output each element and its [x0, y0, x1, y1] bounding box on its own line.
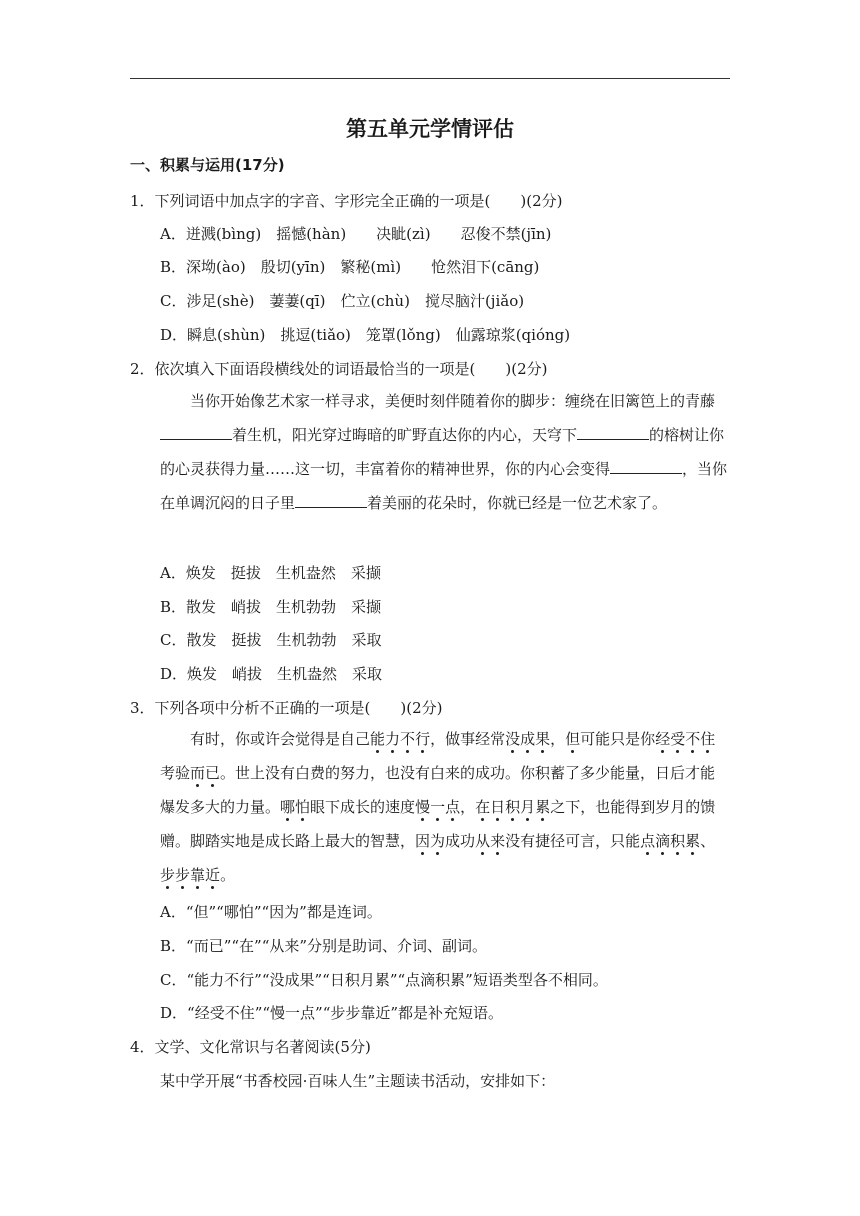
q3-text: 。世上没有白费的努力，也没有白来的成功。你积蓄了多少能量，日后才能爆发多大的力量。 — [160, 764, 716, 816]
emphasis-char: 果 — [535, 730, 551, 748]
emphasis-char: 近 — [205, 866, 221, 884]
dotted-phrase — [415, 832, 445, 850]
q3-text: 没有捷径可言，只能 — [505, 832, 641, 850]
q3-text: 之下，也能得到岁月的馈赠。脚踏实地是成长路上最大的智慧， — [160, 798, 716, 850]
q3-text: ， — [550, 730, 566, 748]
q2-passage-text: 着生机，阳光穿过晦暗的旷野直达你的内心，天穹下 — [232, 426, 578, 444]
q2-passage — [160, 384, 730, 520]
blank-2 — [577, 425, 649, 440]
emphasis-char: 滴 — [655, 832, 671, 850]
emphasis-char: 不 — [685, 730, 701, 748]
dotted-phrase — [190, 764, 220, 782]
emphasis-char: 不 — [400, 730, 416, 748]
q4-stem: 4．文学、文化常识与名著阅读(5分) — [130, 1038, 371, 1056]
emphasis-char: 住 — [700, 730, 716, 748]
q3-stem: 3．下列各项中分析不正确的一项是( )(2分) — [130, 699, 443, 717]
emphasis-char: 步 — [175, 866, 191, 884]
emphasis-char: 在 — [475, 798, 491, 816]
emphasis-char: 积 — [505, 798, 521, 816]
q2-passage-text: ，当你在单调沉闷的日子里 — [160, 460, 728, 512]
emphasis-char: 怕 — [295, 798, 311, 816]
emphasis-char: 步 — [160, 866, 176, 884]
q3-text: 、 — [700, 832, 716, 850]
q4-intro: 某中学开展“书香校园·百味人生”主题读书活动，安排如下： — [160, 1072, 556, 1090]
q1-stem: 1．下列词语中加点字的字音、字形完全正确的一项是( )(2分) — [130, 192, 563, 210]
q3-passage — [160, 722, 730, 892]
emphasis-char: 已 — [205, 764, 221, 782]
emphasis-char: 哪 — [280, 798, 296, 816]
q1-option-a: A．迸溅(bìng) 摇憾(hàn) 决眦(zì) 忍俊不禁(jīn) — [160, 225, 552, 243]
emphasis-char: 慢 — [415, 798, 431, 816]
q3-option-c: C．“能力不行”“没成果”“日积月累”“点滴积累”短语类型各不相同。 — [160, 971, 608, 989]
emphasis-char: 累 — [685, 832, 701, 850]
emphasis-char: 因 — [415, 832, 431, 850]
emphasis-char: 点 — [445, 798, 461, 816]
emphasis-char: 来 — [490, 832, 506, 850]
q3-text: 考验 — [160, 764, 191, 782]
q3-text: 。 — [220, 866, 236, 884]
dotted-phrase — [565, 730, 580, 748]
emphasis-char: 经 — [655, 730, 671, 748]
blank-1 — [160, 425, 232, 440]
q3-option-a: A．“但”“哪怕”“因为”都是连词。 — [160, 903, 382, 921]
header-rule — [130, 78, 730, 79]
dotted-phrase — [475, 832, 505, 850]
q2-stem: 2．依次填入下面语段横线处的词语最恰当的一项是( )(2分) — [130, 360, 548, 378]
blank-3 — [610, 459, 682, 474]
q3-text: 有时，你或许会觉得是自己 — [190, 730, 371, 748]
q2-passage-text: 的榕树让你的心灵获得力量……这一切，丰富着你的精神世界，你的内心会变得 — [160, 426, 725, 478]
blank-4 — [295, 493, 367, 508]
emphasis-char: 点 — [640, 832, 656, 850]
emphasis-char: 月 — [520, 798, 536, 816]
page-title: 第五单元学情评估 — [346, 117, 514, 141]
q2-option-d: D．焕发 峭拔 生机盎然 采取 — [160, 665, 383, 683]
dotted-phrase — [415, 798, 460, 816]
dotted-phrase — [505, 730, 550, 748]
q2-option-a: A．焕发 挺拔 生机盎然 采撷 — [160, 564, 381, 582]
emphasis-char: 力 — [385, 730, 401, 748]
q3-option-d: D．“经受不住”“慢一点”“步步靠近”都是补充短语。 — [160, 1004, 504, 1022]
emphasis-char: 而 — [190, 764, 206, 782]
dotted-phrase — [160, 866, 220, 884]
q1-option-c: C．涉足(shè) 萋萋(qī) 伫立(chù) 搅尽脑汁(jiǎo) — [160, 292, 525, 310]
emphasis-char: 没 — [505, 730, 521, 748]
dotted-phrase — [475, 798, 490, 816]
emphasis-char: 受 — [670, 730, 686, 748]
emphasis-char: 一 — [430, 798, 446, 816]
q3-text: 成功 — [445, 832, 476, 850]
emphasis-char: 累 — [535, 798, 551, 816]
q2-passage-text: 当你开始像艺术家一样寻求，美便时刻伴随着你的脚步：缠绕在旧篱笆上的青藤 — [190, 392, 716, 410]
emphasis-char: 积 — [670, 832, 686, 850]
dotted-phrase — [655, 730, 715, 748]
emphasis-char: 成 — [520, 730, 536, 748]
q3-option-b: B．“而已”“在”“从来”分别是助词、介词、副词。 — [160, 937, 488, 955]
q1-option-d: D．瞬息(shùn) 挑逗(tiǎo) 笼罩(lǒng) 仙露琼浆(qióng) — [160, 326, 571, 344]
emphasis-char: 能 — [370, 730, 386, 748]
dotted-phrase — [640, 832, 700, 850]
q3-text: 眼下成长的速度 — [310, 798, 416, 816]
q3-text: ， — [460, 798, 476, 816]
dotted-phrase — [370, 730, 430, 748]
q1-option-b: B．深坳(ào) 殷切(yīn) 繁秘(mì) 怆然泪下(cāng) — [160, 258, 540, 276]
section-heading: 一、积累与运用(17分) — [130, 156, 285, 174]
emphasis-char: 行 — [415, 730, 431, 748]
emphasis-char: 靠 — [190, 866, 206, 884]
emphasis-char: 从 — [475, 832, 491, 850]
q2-option-c: C．散发 挺拔 生机勃勃 采取 — [160, 631, 382, 649]
dotted-phrase — [490, 798, 550, 816]
emphasis-char: 但 — [565, 730, 581, 748]
q2-option-b: B．散发 峭拔 生机勃勃 采撷 — [160, 598, 382, 616]
emphasis-char: 为 — [430, 832, 446, 850]
emphasis-char: 日 — [490, 798, 506, 816]
q2-passage-text: 着美丽的花朵时，你就已经是一位艺术家了。 — [367, 494, 668, 512]
q3-text: 可能只是你 — [580, 730, 656, 748]
q3-text: ，做事经常 — [430, 730, 506, 748]
dotted-phrase — [280, 798, 310, 816]
